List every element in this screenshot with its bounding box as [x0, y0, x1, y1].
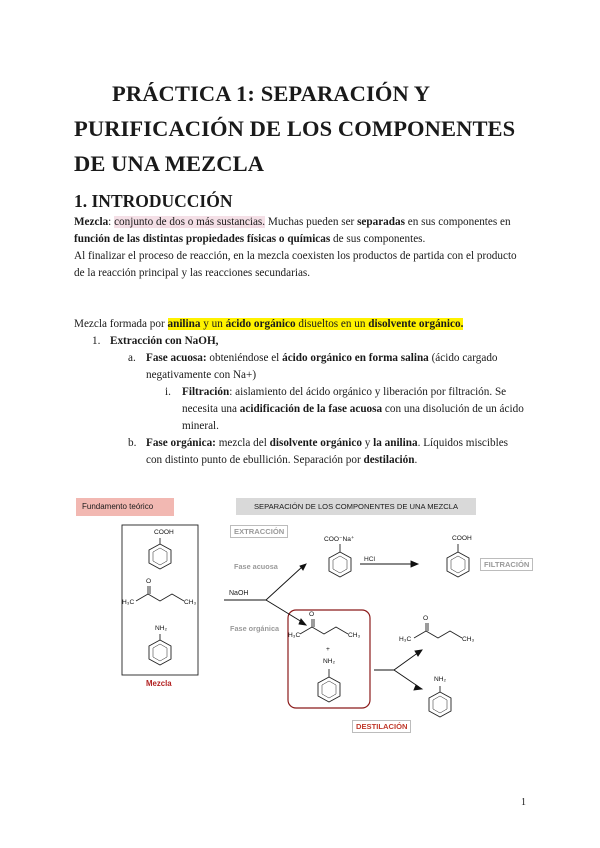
list-item-fase-acuosa [146, 350, 536, 384]
list-roman-i: i. [165, 386, 171, 398]
fase-organica-label: Fase orgánica [230, 624, 280, 633]
fundamento-label: Fundamento teórico [76, 498, 174, 516]
filtracion-label: FILTRACIÓN [480, 558, 533, 571]
separation-diagram [74, 492, 544, 742]
fase-organica-text: . [414, 454, 418, 466]
arrow-to-organic [266, 600, 302, 622]
mix-text: disueltos en un [295, 318, 369, 330]
ethyl-acetate-chain-3 [414, 631, 462, 638]
mix-text: y un [200, 318, 226, 330]
fase-organica-text: y [361, 437, 374, 449]
chem-coona: COO⁻Na⁺ [324, 536, 355, 543]
chem-o-1: O [146, 578, 152, 585]
ethyl-acetate-chain-2 [300, 627, 348, 634]
intro-text: en sus componentes en [404, 216, 511, 228]
mix-anilina: anilina [167, 318, 201, 330]
chem-nh2-1: NH₂ [155, 625, 168, 632]
intro-paragraph-2: Al finalizar el proceso de reacción, en la mezcla coexisten los productos de partida con el producto de la reacción principal y las reacciones secundarias. [74, 250, 517, 279]
section-heading-introduccion: 1. INTRODUCCIÓN [74, 191, 233, 211]
chem-o-2: O [309, 611, 315, 618]
fase-acuosa-term: Fase acuosa: [146, 352, 207, 364]
anilina-term: la anilina [373, 437, 418, 449]
intro-paragraph: Mezcla: conjunto de dos o más sustancias. Muchas pueden ser separadas en sus componentes en función de las distintas propiedades físicas o químicas de sus componentes. Al finalizar el proceso de reacción, en la mezcla coexisten los productos de partida con el producto de la reacción principal y las reacciones secundarias. [74, 216, 517, 279]
chem-cooh-1: COOH [154, 529, 174, 536]
ethyl-acetate-chain [136, 594, 184, 601]
chem-cooh-2: COOH [452, 535, 472, 542]
mix-text: Mezcla formada por [74, 318, 168, 330]
fase-acuosa-text: (ácido cargado negativamente con Na+) [146, 352, 498, 381]
page-title [74, 76, 544, 181]
list-item-filtracion [182, 384, 532, 435]
title-line-2: PURIFICACIÓN DE LOS COMPONENTES [74, 116, 516, 141]
title-line-3: DE UNA MEZCLA [74, 151, 265, 176]
chem-ch3-2: CH₃ [348, 632, 361, 639]
intro-bold-separadas: separadas [357, 216, 405, 228]
list-item-fase-organica [146, 435, 526, 469]
mezcla-term: Mezcla [74, 216, 109, 228]
acidificacion-term: acidificación de la fase acuosa [239, 403, 383, 415]
extraccion-label: EXTRACCIÓN [230, 525, 288, 538]
list-item-extraccion [110, 333, 218, 350]
mix-disolvente: disolvente orgánico. [368, 318, 464, 330]
filtracion-term: Filtración [182, 386, 230, 398]
destilacion-term: destilación [363, 454, 415, 466]
chem-h3c-1: H₃C [122, 599, 135, 606]
filtracion-text: : aislamiento del ácido orgánico y liberación por filtración. Se necesita una [182, 386, 507, 415]
chem-ch3-1: CH₃ [184, 599, 197, 606]
mezcla-definition: conjunto de dos o más sustancias. [114, 216, 266, 228]
mix-sentence [74, 316, 529, 333]
mix-acido: ácido orgánico [225, 318, 296, 330]
title-line-1: PRÁCTICA 1: SEPARACIÓN Y [112, 81, 431, 106]
acido-salina-term: ácido orgánico en forma salina [282, 352, 429, 364]
chem-h3c-2: H₃C [288, 632, 301, 639]
filtracion-text: con una disolución de un ácido mineral. [182, 403, 524, 432]
chem-nh2-3: NH₂ [434, 676, 447, 683]
intro-bold-propiedades: función de las distintas propiedades físicas o químicas [74, 233, 331, 245]
chem-h3c-3: H₃C [399, 636, 412, 643]
chem-plus: + [326, 646, 330, 653]
intro-text: Muchas pueden ser [265, 216, 358, 228]
mezcla-label: Mezcla [146, 679, 172, 688]
chem-nh2-2: NH₂ [323, 658, 336, 665]
fase-organica-term: Fase orgánica: [146, 437, 216, 449]
list-item-1-label: Extracción con NaOH, [110, 335, 219, 347]
diagram-banner: SEPARACIÓN DE LOS COMPONENTES DE UNA MEZCLA [236, 498, 476, 515]
arrow-to-aqueous [266, 567, 302, 600]
intro-text: de sus componentes. [330, 233, 426, 245]
destilacion-label: DESTILACIÓN [352, 720, 411, 733]
page-number: 1 [521, 797, 526, 808]
naoh-label: NaOH [229, 590, 249, 597]
list-letter-a: a. [128, 352, 136, 364]
fase-organica-text: mezcla del [215, 437, 270, 449]
fase-organica-text: . Líquidos miscibles con distinto punto de ebullición. Separación por [146, 437, 509, 466]
chem-ch3-3: CH₃ [462, 636, 475, 643]
chem-o-3: O [423, 615, 429, 622]
fase-acuosa-label: Fase acuosa [234, 562, 278, 571]
disolvente-term: disolvente orgánico [269, 437, 362, 449]
list-letter-b: b. [128, 437, 137, 449]
hcl-label: HCl [364, 556, 375, 563]
list-number-1: 1. [92, 335, 101, 347]
fase-acuosa-text: obteniéndose el [206, 352, 283, 364]
